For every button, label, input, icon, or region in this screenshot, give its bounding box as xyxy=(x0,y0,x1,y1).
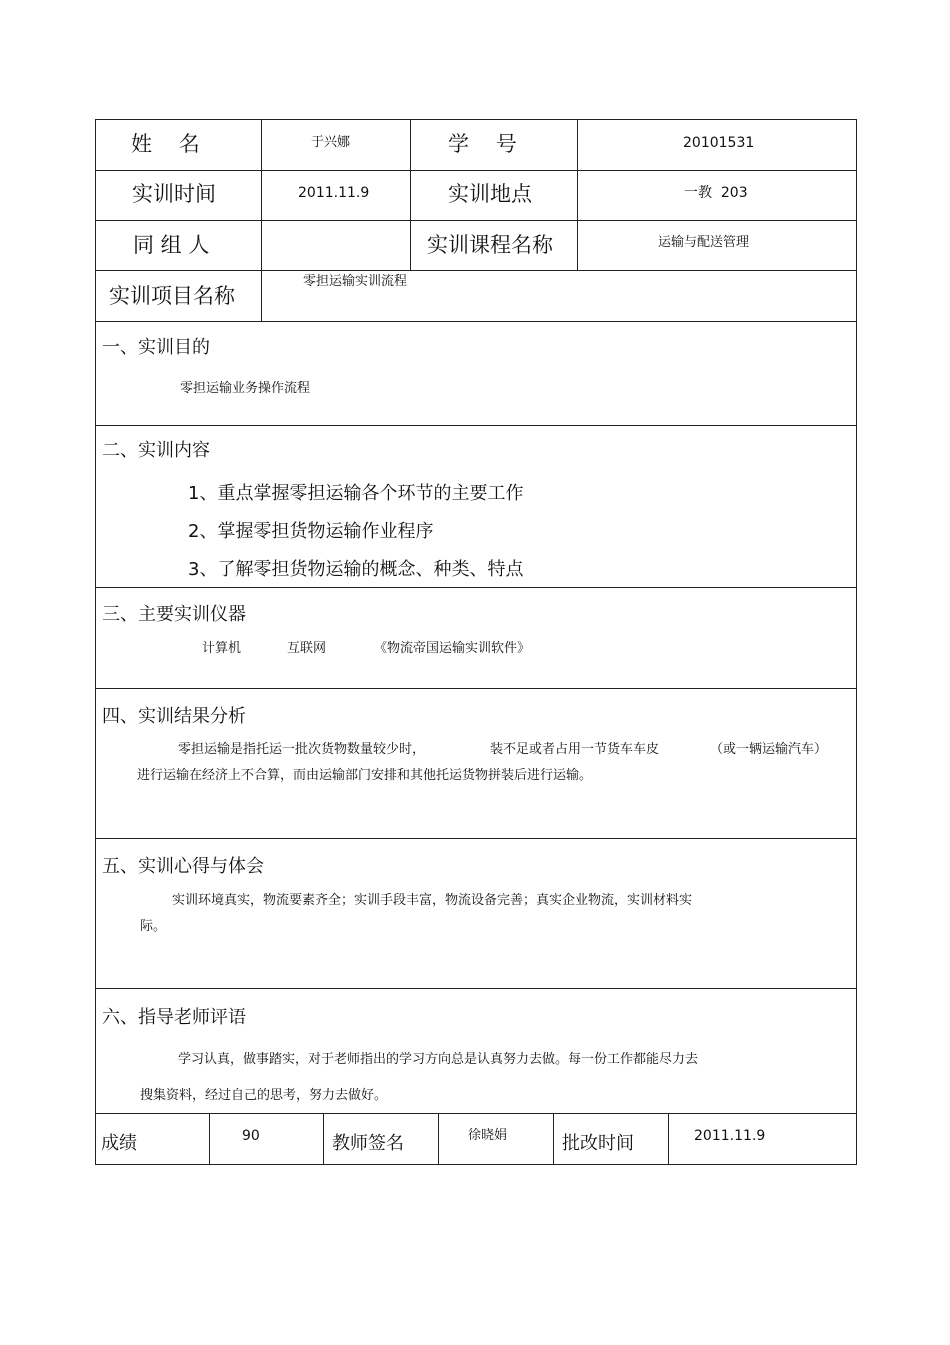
section-purpose-title: 一、实训目的 xyxy=(102,337,210,358)
teacher-signature-value: 徐晓娟 xyxy=(468,1128,508,1143)
training-time-value: 2011.11.9 xyxy=(298,185,370,201)
analysis-text: 进行运输在经济上不合算，而由运输部门安排和其他托运货物拼装后进行运输。 xyxy=(137,768,593,783)
section-analysis-title: 四、实训结果分析 xyxy=(102,706,246,727)
teacher-comment-text: 学习认真，做事踏实，对于老师指出的学习方向总是认真努力去做。每一份工作都能尽力去 xyxy=(178,1052,699,1067)
student-id-label: 学 号 xyxy=(448,132,517,156)
name-value: 于兴娜 xyxy=(311,135,351,150)
content-item: 1、重点掌握零担运输各个环节的主要工作 xyxy=(188,483,524,504)
reflection-text: 际。 xyxy=(140,919,167,934)
instrument-item: 互联网 xyxy=(287,641,327,656)
training-place-value: 一教 203 xyxy=(684,185,748,201)
score-value: 90 xyxy=(242,1128,260,1144)
analysis-text: 装不足或者占用一节货车车皮 xyxy=(490,742,660,757)
content-item: 2、掌握零担货物运输作业程序 xyxy=(188,521,434,542)
course-name-value: 运输与配送管理 xyxy=(658,235,750,250)
section-purpose-text: 零担运输业务操作流程 xyxy=(180,381,311,396)
analysis-text: 零担运输是指托运一批次货物数量较少时， xyxy=(178,742,426,757)
reflection-text: 实训环境真实，物流要素齐全；实训手段丰富，物流设备完善；真实企业物流，实训材料实 xyxy=(172,893,693,908)
section-reflection-title: 五、实训心得与体会 xyxy=(102,856,264,877)
teacher-comment-text: 搜集资料，经过自己的思考，努力去做好。 xyxy=(140,1088,388,1103)
training-time-label: 实训时间 xyxy=(132,182,216,206)
analysis-text: （或一辆运输汽车） xyxy=(710,742,828,757)
name-label: 姓 名 xyxy=(131,132,200,156)
score-label: 成绩 xyxy=(101,1133,137,1154)
section-content-title: 二、实训内容 xyxy=(102,440,210,461)
group-members-label: 同 组 人 xyxy=(133,233,210,257)
section-instruments-title: 三、主要实训仪器 xyxy=(102,604,246,625)
grading-date-value: 2011.11.9 xyxy=(694,1128,766,1144)
content-item: 3、了解零担货物运输的概念、种类、特点 xyxy=(188,559,524,580)
grading-date-label: 批改时间 xyxy=(562,1133,634,1154)
section-teacher-comment-title: 六、指导老师评语 xyxy=(102,1007,246,1028)
teacher-signature-label: 教师签名 xyxy=(332,1133,404,1154)
training-place-label: 实训地点 xyxy=(448,182,532,206)
course-name-label: 实训课程名称 xyxy=(427,233,553,257)
instrument-item: 计算机 xyxy=(202,641,242,656)
instrument-item: 《物流帝国运输实训软件》 xyxy=(374,641,531,656)
project-name-label: 实训项目名称 xyxy=(109,284,235,308)
student-id-value: 20101531 xyxy=(683,135,755,151)
project-name-value: 零担运输实训流程 xyxy=(303,274,408,289)
